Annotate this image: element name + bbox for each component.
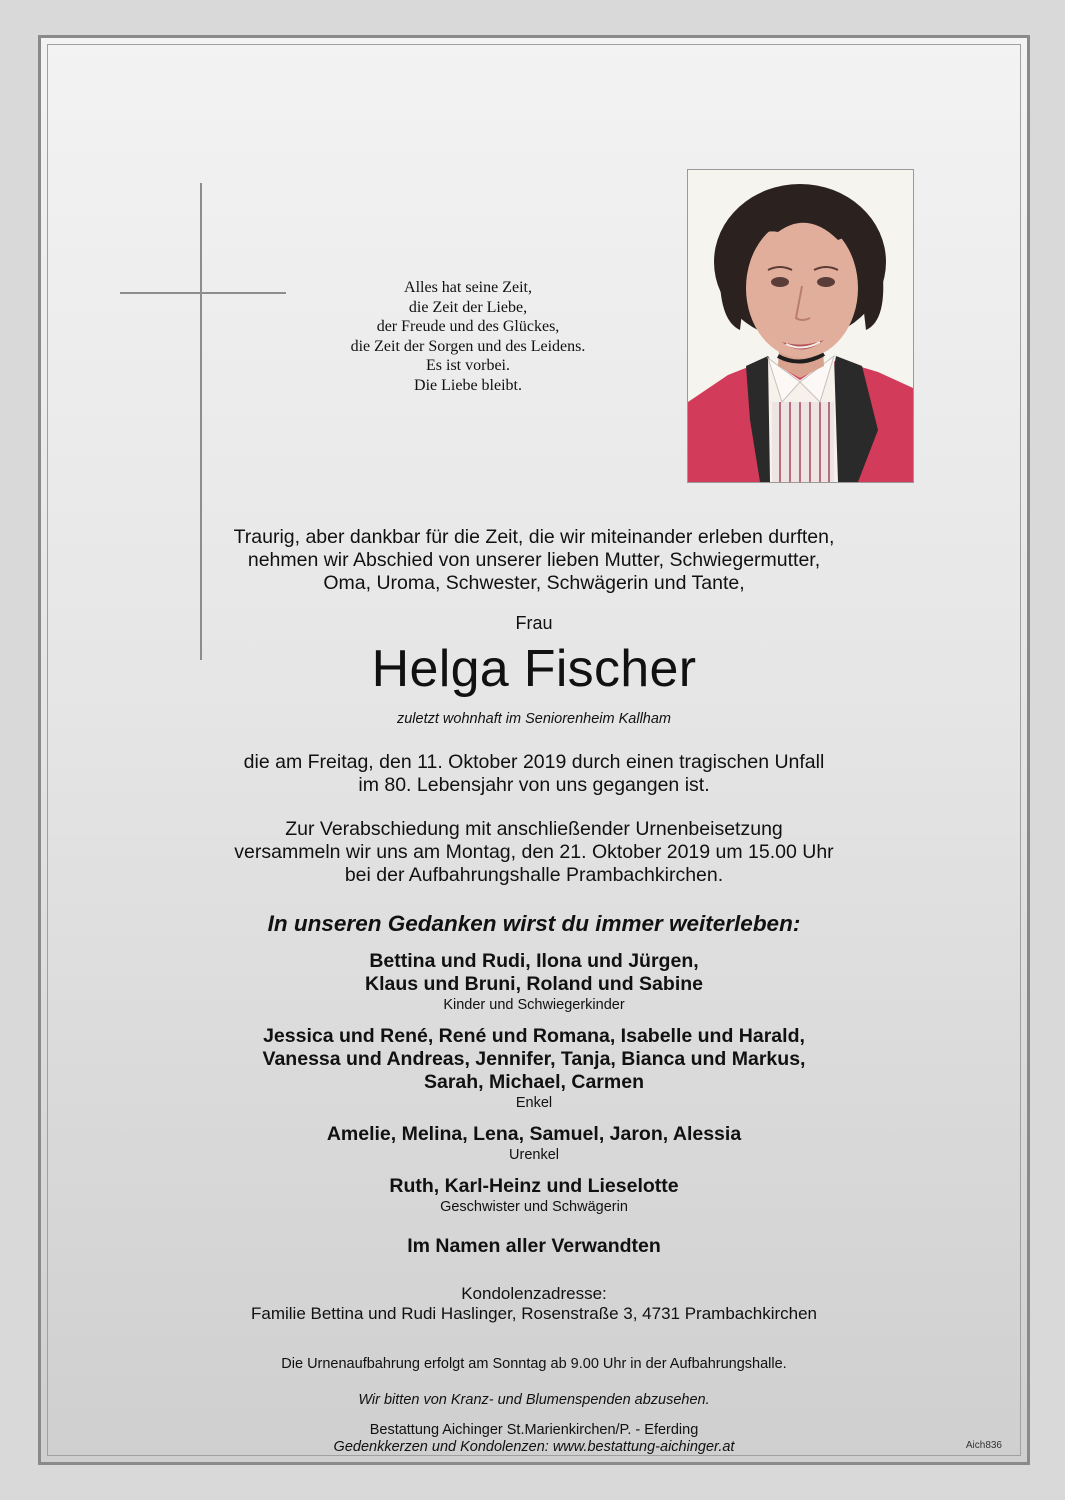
mourner-names: Klaus und Bruni, Roland und Sabine (364, 973, 703, 995)
intro-line: nehmen wir Abschied von unserer lieben Mutter, Schwiegermutter, (247, 549, 821, 571)
mourner-group-grandchildren (48, 1025, 1020, 1112)
poem-line: die Zeit der Liebe, (408, 298, 528, 316)
death-line: im 80. Lebensjahr von uns gegangen ist. (358, 774, 710, 796)
mourner-group-great-grandchildren (48, 1123, 1020, 1164)
poem (298, 278, 638, 396)
mourner-role: Geschwister und Schwägerin (440, 1199, 628, 1215)
residence: zuletzt wohnhaft im Seniorenheim Kallham (396, 711, 672, 727)
obituary-card (38, 35, 1030, 1465)
viewing-notice: Die Urnenaufbahrung erfolgt am Sonntag ab 9.00 Uhr in der Aufbahrungshalle. (281, 1356, 787, 1372)
address-label: Kondolenzadresse: (461, 1284, 607, 1303)
ceremony-info (48, 818, 1020, 887)
salutation: Frau (515, 613, 553, 633)
undertaker-info (48, 1422, 1020, 1456)
intro-line: Oma, Uroma, Schwester, Schwägerin und Tante, (323, 572, 745, 594)
death-line: die am Freitag, den 11. Oktober 2019 durch einen tragischen Unfall (243, 751, 825, 773)
mourner-group-siblings (48, 1175, 1020, 1216)
ceremony-line: Zur Verabschiedung mit anschließender Urnenbeisetzung (285, 818, 783, 840)
reference-code: Aich836 (965, 1440, 1002, 1451)
deceased-name: Helga Fischer (371, 640, 697, 698)
ceremony-line: versammeln wir uns am Montag, den 21. Oktober 2019 um 15.00 Uhr (234, 841, 834, 863)
mourner-names: Ruth, Karl-Heinz und Lieselotte (389, 1175, 679, 1197)
inner-frame (47, 44, 1021, 1456)
cross-horizontal-bar (120, 292, 286, 294)
poem-line: Alles hat seine Zeit, (404, 279, 532, 296)
portrait-illustration (688, 170, 913, 482)
intro-line: Traurig, aber dankbar für die Zeit, die wir miteinander erleben durften, (233, 526, 835, 548)
poem-line: der Freude und des Glückes, (376, 318, 560, 336)
mourner-role: Kinder und Schwiegerkinder (443, 997, 625, 1013)
mourner-names: Vanessa und Andreas, Jennifer, Tanja, Bianca und Markus, (262, 1048, 806, 1070)
mourner-role: Enkel (515, 1095, 553, 1111)
condolence-address (48, 1284, 1020, 1324)
mourner-names: Amelie, Melina, Lena, Samuel, Jaron, Alessia (326, 1123, 742, 1145)
poem-line: Es ist vorbei. (426, 357, 510, 375)
undertaker-name: Bestattung Aichinger St.Marienkirchen/P. - Eferding (369, 1422, 699, 1438)
closing-line: Im Namen aller Verwandten (407, 1235, 661, 1257)
poem-line: Die Liebe bleibt. (414, 376, 522, 394)
mourner-names: Bettina und Rudi, Ilona und Jürgen, (369, 950, 699, 972)
mourner-names: Sarah, Michael, Carmen (423, 1071, 644, 1093)
intro-text (48, 526, 1020, 595)
undertaker-website: Gedenkkerzen und Kondolenzen: www.bestattung-aichinger.at (333, 1439, 735, 1455)
donation-request: Wir bitten von Kranz- und Blumenspenden abzusehen. (358, 1392, 710, 1408)
motto: In unseren Gedanken wirst du immer weiterleben: (267, 911, 801, 936)
mourner-names: Jessica und René, René und Romana, Isabelle und Harald, (263, 1025, 805, 1047)
ceremony-line: bei der Aufbahrungshalle Prambachkirchen. (344, 864, 724, 886)
portrait-photo (687, 169, 914, 483)
address-line: Familie Bettina und Rudi Haslinger, Rosenstraße 3, 4731 Prambachkirchen (250, 1304, 817, 1323)
death-notice (48, 751, 1020, 797)
mourner-role: Urenkel (509, 1147, 559, 1163)
mourner-group-children (48, 950, 1020, 1014)
poem-line: die Zeit der Sorgen und des Leidens. (350, 337, 586, 355)
